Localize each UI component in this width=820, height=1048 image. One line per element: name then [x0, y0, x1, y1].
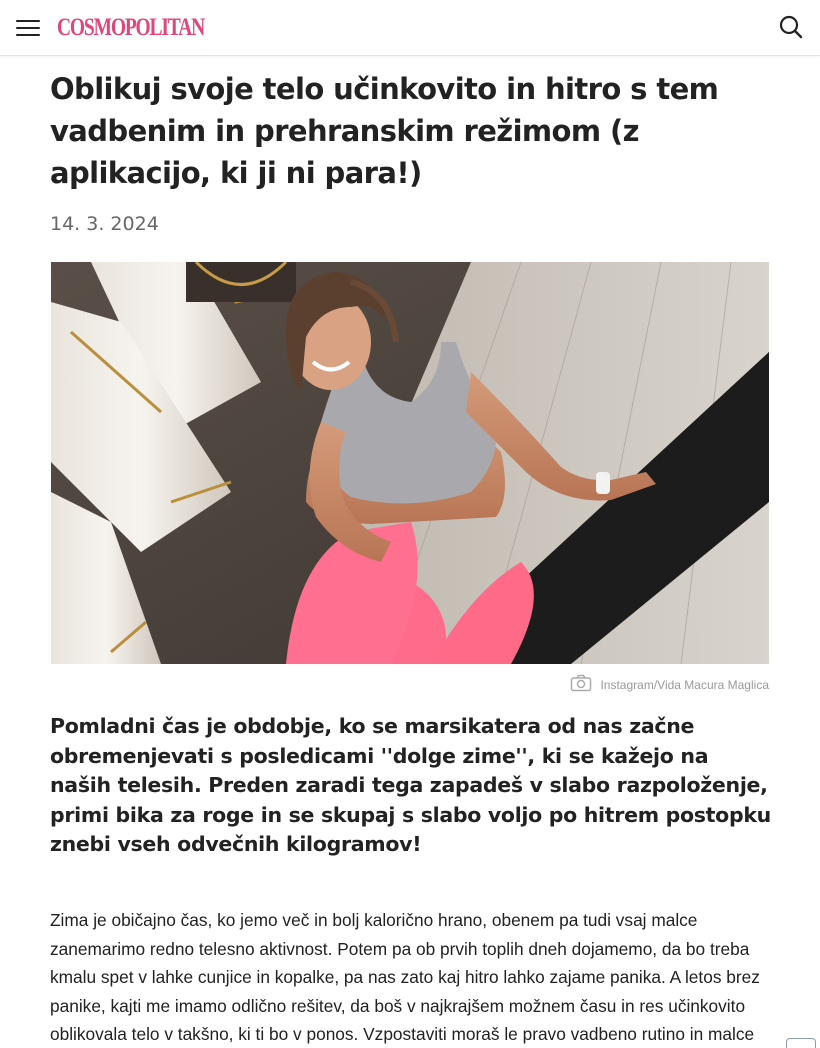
image-credit-text: Instagram/Vida Macura Maglica [600, 678, 769, 692]
hamburger-menu-icon[interactable] [16, 17, 40, 39]
article-hero-image [51, 262, 769, 664]
article-body: Zima je običajno čas, ko jemo več in bolj kalorično hrano, obenem pa tudi vsaj malce zanemarimo redno telesno aktivnost. Potem pa ob prvih toplih dneh dojamemo, da bo treba kmalu spet v lahke cunjice in kopalke, pa nas zato kaj hitro lahko zajame panika. A letos brez panike, kajti me imamo odlično rešitev, da boš v najkrajšem možnem času in res učinkovito oblikovala telo v takšno, ki ti bo v ponos. Vzpostaviti moraš le pravo vadbeno rutino in malce [50, 910, 760, 1044]
article-date: 14. 3. 2024 [50, 213, 159, 235]
article-title: Oblikuj svoje telo učinkovito in hitro s tem vadbenim in prehranskim režimom (z aplikacijo, ki ji ni para!) [50, 72, 719, 190]
search-icon[interactable] [778, 14, 804, 40]
article-lead: Pomladni čas je obdobje, ko se marsikatera od nas začne obremenjevati s posledicami ''dolge zime'', ki se kažejo na naših telesih. Preden zaradi tega zapadeš v slabo razpoloženje, primi bika za roge in se skupaj s slabo voljo po hitrem postopku znebi vseh odvečnih kilogramov! [50, 714, 771, 856]
site-logo[interactable]: COSMOPOLITAN [57, 14, 205, 41]
camera-icon [570, 674, 592, 697]
image-credit [551, 675, 769, 695]
top-header [0, 0, 820, 56]
floating-action-button[interactable] [786, 1038, 816, 1048]
